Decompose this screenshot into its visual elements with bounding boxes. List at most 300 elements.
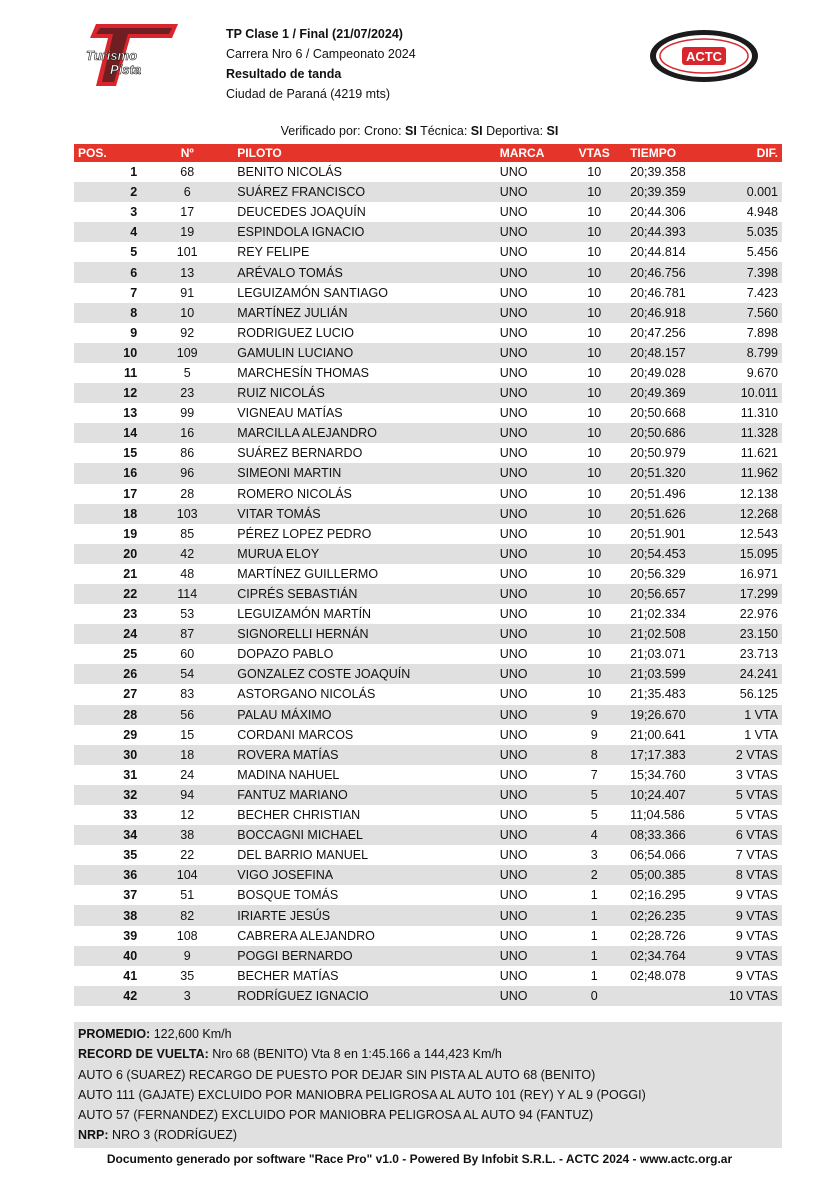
table-row — [74, 664, 782, 684]
note-line4: AUTO 111 (GAJATE) EXCLUIDO POR MANIOBRA PELIGROSA AL AUTO 101 (REY) Y AL 9 (POGGI) — [78, 1087, 646, 1102]
promedio-label: PROMEDIO: — [78, 1027, 151, 1041]
cell-vtas: 10 — [587, 245, 602, 260]
cell-piloto: PÉREZ LOPEZ PEDRO — [237, 526, 372, 541]
table-row — [74, 725, 782, 745]
cell-marca: UNO — [499, 647, 528, 662]
cell-pos: 37 — [123, 888, 138, 903]
cell-dif: 9 VTAS — [725, 946, 782, 966]
cell-vtas: 10 — [562, 182, 626, 202]
cell-marca: UNO — [496, 905, 563, 925]
cell-tiempo: 20;54.453 — [626, 544, 725, 564]
cell-pos: 9 — [130, 325, 138, 340]
cell-dif: 11.621 — [740, 446, 778, 461]
cell-dif: 9 VTAS — [735, 968, 778, 983]
cell-num: 18 — [141, 745, 233, 765]
race-notes — [74, 1022, 782, 1148]
table-row — [74, 463, 782, 483]
cell-dif: 12.543 — [739, 526, 778, 541]
cell-pos: 22 — [74, 584, 141, 604]
cell-tiempo: 11;04.586 — [630, 808, 685, 823]
cell-num: 92 — [180, 325, 195, 340]
cell-vtas: 1 — [590, 928, 598, 943]
cell-tiempo: 20;44.393 — [626, 222, 725, 242]
cell-vtas: 8 — [562, 745, 626, 765]
cell-piloto: MARTÍNEZ JULIÁN — [233, 303, 495, 323]
cell-pos: 38 — [74, 905, 141, 925]
cell-vtas: 9 — [590, 727, 598, 742]
cell-tiempo: 20;46.756 — [626, 262, 725, 282]
cell-tiempo: 20;51.626 — [626, 504, 725, 524]
cell-tiempo: 10;24.407 — [626, 785, 725, 805]
cell-tiempo: 06;54.066 — [630, 848, 686, 863]
cell-marca: UNO — [496, 463, 563, 483]
cell-num: 86 — [180, 446, 195, 461]
cell-marca: UNO — [499, 245, 528, 260]
cell-pos: 13 — [123, 406, 138, 421]
cell-dif: 9 VTAS — [735, 888, 778, 903]
cell-tiempo: 02;28.726 — [630, 928, 686, 943]
cell-dif: 7.898 — [746, 325, 778, 340]
promedio-value: 122,600 Km/h — [150, 1027, 232, 1041]
cell-piloto: MARTÍNEZ GUILLERMO — [237, 566, 379, 581]
cell-pos: 6 — [74, 262, 141, 282]
cell-piloto: ASTORGANO NICOLÁS — [237, 687, 376, 702]
logo-right-text: ACTC — [685, 49, 723, 64]
cell-piloto: ESPINDOLA IGNACIO — [233, 222, 495, 242]
cell-piloto: ROMERO NICOLÁS — [237, 486, 352, 501]
cell-marca: UNO — [496, 383, 563, 403]
cell-dif: 8 VTAS — [725, 865, 782, 885]
cell-marca: UNO — [496, 946, 563, 966]
col-piloto: PILOTO — [233, 144, 495, 162]
cell-dif: 12.268 — [725, 504, 782, 524]
table-row — [74, 604, 782, 624]
cell-num: 109 — [141, 343, 233, 363]
cell-tiempo: 15;34.760 — [630, 767, 686, 782]
cell-num: 51 — [180, 888, 195, 903]
col-marca: MARCA — [496, 144, 563, 162]
cell-piloto: RODRÍGUEZ IGNACIO — [233, 986, 495, 1006]
cell-tiempo: 20;51.320 — [626, 463, 725, 483]
verified-tecnica-label: Técnica: — [416, 124, 471, 138]
cell-piloto: ROVERA MATÍAS — [233, 745, 495, 765]
cell-tiempo: 02;48.078 — [630, 968, 686, 983]
cell-piloto: MADINA NAHUEL — [237, 767, 340, 782]
cell-tiempo: 17;17.383 — [626, 745, 725, 765]
cell-tiempo: 21;02.334 — [630, 607, 686, 622]
cell-piloto: IRIARTE JESÚS — [233, 905, 495, 925]
cell-num: 12 — [180, 808, 195, 823]
cell-piloto: GAMULIN LUCIANO — [233, 343, 495, 363]
cell-pos: 28 — [74, 705, 141, 725]
cell-tiempo: 20;50.668 — [630, 406, 686, 421]
cell-dif: 11.310 — [740, 406, 778, 421]
cell-pos: 18 — [74, 504, 141, 524]
cell-pos: 14 — [74, 423, 141, 443]
cell-vtas: 10 — [562, 222, 626, 242]
race-subtitle: Carrera Nro 6 / Campeonato 2024 — [226, 47, 416, 61]
cell-marca: UNO — [496, 343, 563, 363]
table-row — [74, 182, 782, 202]
cell-tiempo: 20;46.781 — [630, 285, 686, 300]
note-record — [78, 1044, 778, 1064]
cell-dif: 4.948 — [746, 205, 778, 220]
cell-vtas: 10 — [587, 406, 602, 421]
note-line3: AUTO 6 (SUAREZ) RECARGO DE PUESTO POR DEJAR SIN PISTA AL AUTO 68 (BENITO) — [78, 1067, 596, 1082]
cell-piloto: SIMEONI MARTIN — [233, 463, 495, 483]
cell-pos: 2 — [74, 182, 141, 202]
cell-marca: UNO — [496, 504, 563, 524]
record-label: RECORD DE VUELTA: — [78, 1047, 209, 1062]
cell-marca: UNO — [499, 285, 528, 300]
cell-num: 16 — [141, 423, 233, 443]
cell-vtas: 10 — [562, 303, 626, 323]
cell-pos: 33 — [123, 808, 138, 823]
cell-marca: UNO — [496, 182, 563, 202]
cell-num: 42 — [141, 544, 233, 564]
cell-vtas: 10 — [587, 165, 602, 180]
cell-pos: 24 — [74, 624, 141, 644]
cell-vtas: 10 — [562, 343, 626, 363]
cell-vtas: 10 — [562, 624, 626, 644]
cell-tiempo: 05;00.385 — [626, 865, 725, 885]
cell-tiempo: 20;49.028 — [630, 365, 686, 380]
table-row — [74, 162, 782, 182]
cell-piloto: VIGO JOSEFINA — [233, 865, 495, 885]
table-row — [74, 363, 782, 383]
col-vtas: VTAS — [562, 144, 626, 162]
cell-num: 22 — [180, 848, 195, 863]
cell-vtas: 7 — [590, 767, 598, 782]
cell-vtas: 10 — [562, 504, 626, 524]
verified-tecnica: SI — [470, 124, 483, 138]
verified-deportiva: SI — [546, 124, 559, 138]
cell-pos: 32 — [74, 785, 141, 805]
cell-marca: UNO — [499, 968, 528, 983]
cell-piloto: SUÁREZ BERNARDO — [237, 446, 363, 461]
cell-piloto: MARCHESÍN THOMAS — [237, 365, 370, 380]
table-row — [74, 905, 782, 925]
cell-tiempo — [626, 986, 725, 1006]
results-table — [74, 144, 782, 1006]
cell-vtas: 1 — [562, 946, 626, 966]
cell-pos: 41 — [123, 968, 138, 983]
cell-dif: 6 VTAS — [725, 825, 782, 845]
verified-deportiva-label: Deportiva: — [482, 124, 547, 138]
cell-marca: UNO — [499, 446, 528, 461]
verified-prefix: Verificado por: Crono: — [280, 124, 406, 138]
race-header — [226, 24, 416, 104]
cell-vtas: 1 — [590, 888, 598, 903]
table-row — [74, 383, 782, 403]
cell-pos: 15 — [123, 446, 138, 461]
table-row — [74, 705, 782, 725]
cell-piloto: CIPRÉS SEBASTIÁN — [233, 584, 495, 604]
cell-dif: 9 VTAS — [735, 928, 778, 943]
cell-vtas: 4 — [562, 825, 626, 845]
cell-piloto: RODRIGUEZ LUCIO — [237, 325, 354, 340]
cell-dif: 23.713 — [739, 647, 778, 662]
cell-vtas: 10 — [587, 526, 602, 541]
verified-crono: SI — [405, 124, 417, 138]
result-label: Resultado de tanda — [226, 67, 342, 81]
cell-dif: 2 VTAS — [725, 745, 782, 765]
table-row — [74, 825, 782, 845]
table-row — [74, 564, 782, 584]
cell-piloto: RUIZ NICOLÁS — [233, 383, 495, 403]
cell-tiempo: 21;03.599 — [626, 664, 725, 684]
cell-marca: UNO — [499, 566, 528, 581]
cell-dif: 16.971 — [739, 566, 778, 581]
table-row — [74, 504, 782, 524]
cell-vtas: 10 — [562, 383, 626, 403]
cell-pos: 1 — [130, 165, 138, 180]
cell-pos: 31 — [123, 767, 138, 782]
cell-vtas: 10 — [562, 544, 626, 564]
cell-vtas: 10 — [562, 463, 626, 483]
table-row — [74, 283, 782, 303]
cell-pos: 8 — [74, 303, 141, 323]
cell-piloto: SUÁREZ FRANCISCO — [233, 182, 495, 202]
cell-vtas: 10 — [587, 365, 602, 380]
note-line5: AUTO 57 (FERNANDEZ) EXCLUIDO POR MANIOBRA PELIGROSA AL AUTO 94 (FANTUZ) — [78, 1108, 594, 1123]
cell-pos: 10 — [74, 343, 141, 363]
cell-num: 13 — [141, 262, 233, 282]
race-title: TP Clase 1 / Final (21/07/2024) — [226, 27, 403, 41]
cell-pos: 34 — [74, 825, 141, 845]
cell-dif: 5.456 — [746, 245, 778, 260]
table-row — [74, 785, 782, 805]
cell-piloto: POGGI BERNARDO — [233, 946, 495, 966]
table-row — [74, 343, 782, 363]
cell-num: 17 — [180, 205, 195, 220]
table-header-row — [74, 144, 782, 162]
cell-dif: 0.001 — [725, 182, 782, 202]
cell-vtas: 0 — [562, 986, 626, 1006]
cell-num: 104 — [141, 865, 233, 885]
footer: Documento generado por software "Race Pro" v1.0 - Powered By Infobit S.R.L. - ACTC 2024 - www.actc.org.ar — [106, 1152, 733, 1166]
table-row — [74, 524, 782, 544]
cell-vtas: 10 — [587, 486, 602, 501]
cell-dif: 15.095 — [725, 544, 782, 564]
cell-marca: UNO — [499, 365, 528, 380]
cell-pos: 17 — [123, 486, 138, 501]
table-row — [74, 644, 782, 664]
cell-vtas: 10 — [562, 262, 626, 282]
cell-dif: 10 VTAS — [725, 986, 782, 1006]
cell-num: 9 — [141, 946, 233, 966]
cell-marca: UNO — [496, 222, 563, 242]
col-dif: DIF. — [725, 144, 782, 162]
cell-marca: UNO — [499, 165, 528, 180]
cell-vtas: 10 — [562, 664, 626, 684]
cell-tiempo: 20;44.306 — [630, 205, 686, 220]
cell-num: 24 — [180, 767, 195, 782]
cell-piloto: MURUA ELOY — [233, 544, 495, 564]
cell-tiempo: 02;34.764 — [626, 946, 725, 966]
record-value: Nro 68 (BENITO) Vta 8 en 1:45.166 a 144,423 Km/h — [208, 1047, 502, 1062]
cell-piloto: DOPAZO PABLO — [237, 647, 334, 662]
cell-vtas: 10 — [587, 607, 602, 622]
cell-pos: 19 — [123, 526, 138, 541]
cell-piloto: ARÉVALO TOMÁS — [233, 262, 495, 282]
cell-piloto: CORDANI MARCOS — [237, 727, 354, 742]
cell-piloto: BECHER MATÍAS — [237, 968, 339, 983]
table-row — [74, 986, 782, 1006]
cell-tiempo: 02;16.295 — [630, 888, 686, 903]
cell-num: 6 — [141, 182, 233, 202]
cell-marca: UNO — [496, 303, 563, 323]
cell-dif: 22.976 — [739, 607, 778, 622]
cell-marca: UNO — [496, 544, 563, 564]
cell-piloto: BECHER CHRISTIAN — [237, 808, 361, 823]
cell-dif: 7.398 — [725, 262, 782, 282]
table-row — [74, 303, 782, 323]
cell-pos: 39 — [123, 928, 138, 943]
cell-marca: UNO — [499, 928, 528, 943]
cell-dif: 56.125 — [739, 687, 778, 702]
cell-marca: UNO — [499, 808, 528, 823]
cell-marca: UNO — [499, 205, 528, 220]
table-row — [74, 926, 782, 946]
cell-pos: 12 — [74, 383, 141, 403]
logo-left-line1: Turismo — [86, 48, 138, 63]
cell-tiempo: 20;39.359 — [626, 182, 725, 202]
cell-vtas: 1 — [562, 905, 626, 925]
cell-pos: 29 — [123, 727, 138, 742]
cell-dif: 1 VTA — [725, 705, 782, 725]
cell-marca: UNO — [496, 865, 563, 885]
cell-num: 15 — [180, 727, 195, 742]
table-row — [74, 946, 782, 966]
cell-pos: 20 — [74, 544, 141, 564]
cell-marca: UNO — [496, 624, 563, 644]
cell-vtas: 10 — [587, 687, 602, 702]
cell-piloto: VITAR TOMÁS — [233, 504, 495, 524]
cell-tiempo: 21;02.508 — [626, 624, 725, 644]
cell-pos: 30 — [74, 745, 141, 765]
cell-dif: 17.299 — [725, 584, 782, 604]
note-promedio — [78, 1024, 778, 1044]
cell-marca: UNO — [496, 785, 563, 805]
cell-piloto: PALAU MÁXIMO — [233, 705, 495, 725]
cell-num: 87 — [141, 624, 233, 644]
cell-tiempo: 20;39.358 — [630, 165, 686, 180]
cell-marca: UNO — [496, 745, 563, 765]
cell-tiempo: 21;00.641 — [630, 727, 686, 742]
cell-piloto: FANTUZ MARIANO — [233, 785, 495, 805]
cell-marca: UNO — [496, 825, 563, 845]
table-row — [74, 403, 782, 423]
cell-vtas: 10 — [587, 205, 602, 220]
table-row — [74, 544, 782, 564]
cell-num: 28 — [180, 486, 195, 501]
cell-piloto: DEUCEDES JOAQUÍN — [237, 205, 366, 220]
col-tiempo: TIEMPO — [626, 144, 725, 162]
col-pos: POS. — [74, 144, 141, 162]
cell-num: 23 — [141, 383, 233, 403]
cell-tiempo: 20;48.157 — [626, 343, 725, 363]
table-row — [74, 443, 782, 463]
table-row — [74, 885, 782, 905]
table-row — [74, 966, 782, 986]
cell-dif: 7 VTAS — [735, 848, 778, 863]
cell-dif: 9 VTAS — [725, 905, 782, 925]
cell-num: 5 — [183, 365, 191, 380]
cell-vtas: 5 — [590, 808, 598, 823]
cell-pos: 21 — [123, 566, 138, 581]
cell-num: 114 — [141, 584, 233, 604]
cell-vtas: 10 — [587, 446, 602, 461]
table-row — [74, 323, 782, 343]
cell-dif: 3 VTAS — [735, 767, 778, 782]
cell-pos: 16 — [74, 463, 141, 483]
table-row — [74, 423, 782, 443]
cell-dif: 24.241 — [725, 664, 782, 684]
cell-num: 68 — [180, 165, 195, 180]
cell-tiempo: 20;56.657 — [626, 584, 725, 604]
cell-marca: UNO — [499, 406, 528, 421]
cell-pos: 23 — [123, 607, 138, 622]
cell-vtas: 1 — [590, 968, 598, 983]
cell-tiempo: 08;33.366 — [626, 825, 725, 845]
cell-num: 91 — [180, 285, 195, 300]
cell-num: 3 — [141, 986, 233, 1006]
cell-dif: 9.670 — [746, 365, 778, 380]
cell-num: 82 — [141, 905, 233, 925]
cell-marca: UNO — [496, 584, 563, 604]
cell-piloto: GONZALEZ COSTE JOAQUÍN — [233, 664, 495, 684]
cell-pos: 25 — [123, 647, 138, 662]
cell-vtas: 9 — [562, 705, 626, 725]
cell-tiempo: 21;03.071 — [630, 647, 686, 662]
cell-dif: 23.150 — [725, 624, 782, 644]
table-row — [74, 624, 782, 644]
cell-dif: 8.799 — [725, 343, 782, 363]
cell-tiempo: 20;51.901 — [630, 526, 686, 541]
cell-piloto: BENITO NICOLÁS — [237, 165, 342, 180]
cell-num: 53 — [180, 607, 195, 622]
cell-vtas: 5 — [562, 785, 626, 805]
cell-pos: 3 — [130, 205, 138, 220]
cell-vtas: 10 — [587, 325, 602, 340]
cell-tiempo: 20;51.496 — [630, 486, 686, 501]
cell-num: 10 — [141, 303, 233, 323]
cell-vtas: 10 — [587, 647, 602, 662]
cell-piloto: LEGUIZAMÓN MARTÍN — [237, 607, 372, 622]
logo-left-line2: Pista — [110, 62, 142, 77]
turismo-pista-logo — [74, 22, 184, 88]
cell-pos: 35 — [123, 848, 138, 863]
cell-piloto: SIGNORELLI HERNÁN — [233, 624, 495, 644]
cell-vtas: 3 — [590, 848, 598, 863]
cell-pos: 5 — [130, 245, 138, 260]
cell-marca: UNO — [499, 767, 528, 782]
table-row — [74, 222, 782, 242]
cell-piloto: VIGNEAU MATÍAS — [237, 406, 343, 421]
nrp-label: NRP: — [78, 1128, 109, 1143]
cell-marca: UNO — [499, 526, 528, 541]
table-row — [74, 845, 782, 865]
cell-marca: UNO — [496, 705, 563, 725]
cell-marca: UNO — [499, 848, 528, 863]
cell-dif: 7.560 — [725, 303, 782, 323]
cell-dif: 12.138 — [739, 486, 778, 501]
cell-piloto: BOSQUE TOMÁS — [237, 888, 339, 903]
cell-num: 54 — [141, 664, 233, 684]
cell-num: 99 — [180, 406, 195, 421]
cell-num: 85 — [180, 526, 195, 541]
